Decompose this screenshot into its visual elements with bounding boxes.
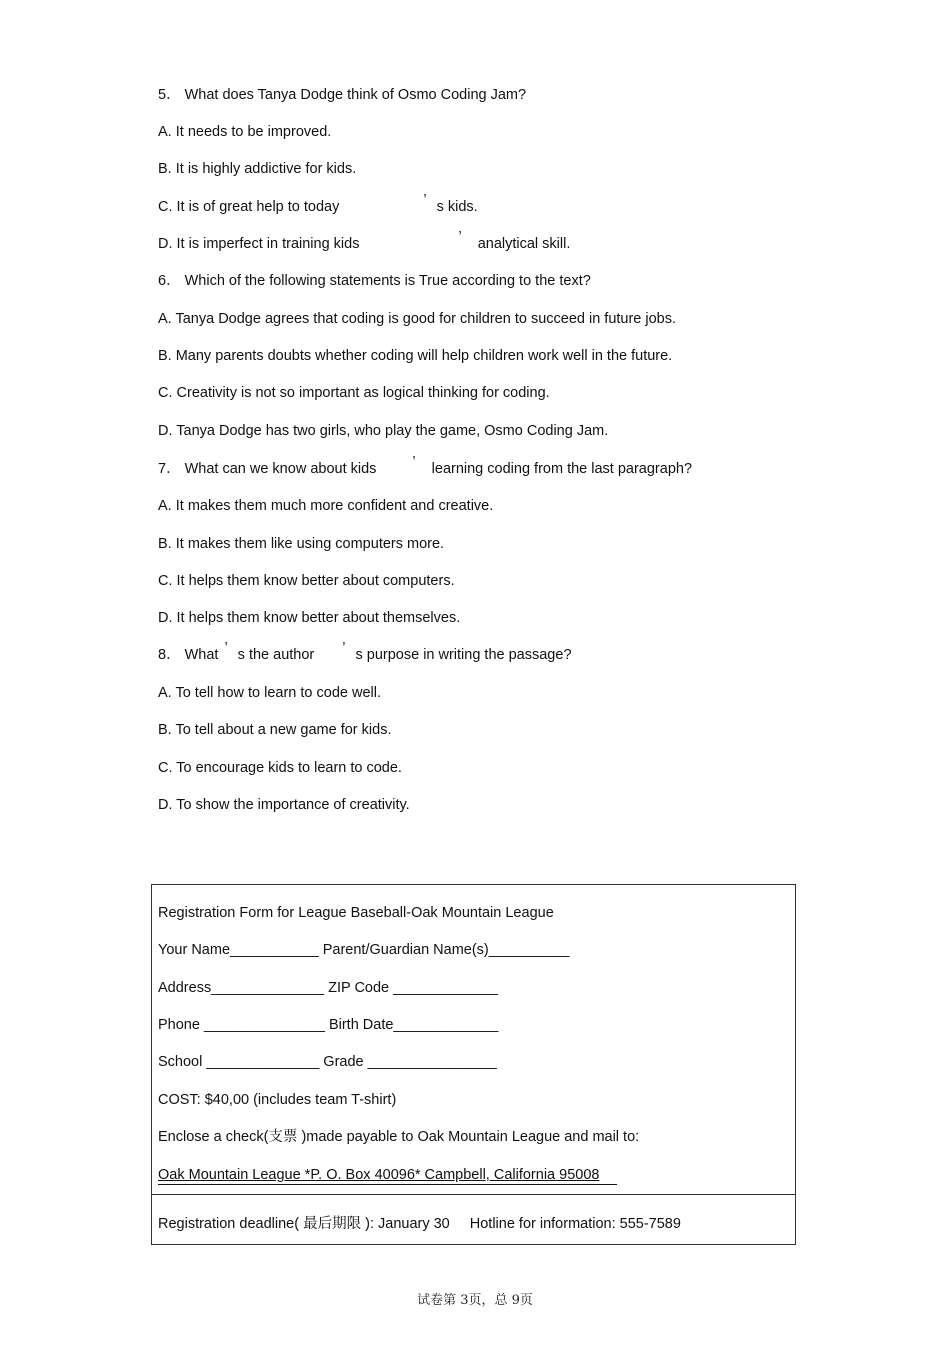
question-6-stem: 6． Which of the following statements is True according to the text?: [158, 273, 591, 289]
stem-text: s purpose in writing the passage?: [355, 647, 572, 663]
apostrophe: ’: [342, 640, 346, 656]
form-mail-address: Oak Mountain League *P. O. Box 40096* Campbell, California 95008: [158, 1166, 617, 1185]
question-8-option-a: A. To tell how to learn to code well.: [158, 685, 381, 701]
question-5-option-a: A. It needs to be improved.: [158, 124, 332, 140]
question-8-option-d: D. To show the importance of creativity.: [158, 797, 410, 813]
question-5-option-b: B. It is highly addictive for kids.: [158, 161, 357, 177]
page-footer: 试卷第 3页，总 9页: [417, 1293, 533, 1308]
form-cost-line: COST: $40,00 (includes team T-shirt): [158, 1092, 397, 1108]
option-text: analytical skill.: [477, 236, 571, 252]
stem-text: s the author: [237, 647, 315, 663]
stem-text: 8． What: [158, 647, 219, 663]
question-6-option-b: B. Many parents doubts whether coding will help children work well in the future.: [158, 348, 673, 364]
form-phone-line: Phone _______________ Birth Date_____________: [158, 1017, 499, 1033]
apostrophe: ’: [224, 640, 228, 656]
stem-text: learning coding from the last paragraph?: [431, 461, 693, 477]
question-8-stem: [158, 640, 572, 664]
form-deadline: Registration deadline( 最后期限 ): January 30: [158, 1216, 450, 1232]
form-school-line: School ______________ Grade ________________: [158, 1054, 497, 1070]
option-text: s kids.: [436, 199, 478, 215]
form-divider: [151, 1194, 796, 1195]
question-7-option-a: A. It makes them much more confident and creative.: [158, 498, 494, 514]
question-6-option-d: D. Tanya Dodge has two girls, who play the game, Osmo Coding Jam.: [158, 423, 609, 439]
question-6-option-c: C. Creativity is not so important as logical thinking for coding.: [158, 385, 550, 401]
question-7-option-b: B. It makes them like using computers more.: [158, 536, 445, 552]
apostrophe: ’: [458, 229, 462, 245]
registration-form-box: [151, 884, 796, 1245]
form-address-line: Address______________ ZIP Code _____________: [158, 980, 498, 996]
question-5-stem: 5． What does Tanya Dodge think of Osmo Coding Jam?: [158, 87, 527, 103]
form-deadline-row: [158, 1215, 681, 1233]
question-7-option-c: C. It helps them know better about computers.: [158, 573, 455, 589]
question-5-option-c: [158, 192, 478, 216]
form-name-line: Your Name___________ Parent/Guardian Name(s)__________: [158, 942, 570, 958]
form-check-line: Enclose a check(支票 )made payable to Oak Mountain League and mail to:: [158, 1129, 640, 1145]
question-7-option-d: D. It helps them know better about themselves.: [158, 610, 461, 626]
apostrophe: ’: [423, 192, 427, 208]
apostrophe: ’: [412, 454, 416, 470]
question-8-option-b: B. To tell about a new game for kids.: [158, 722, 392, 738]
stem-text: 7． What can we know about kids: [158, 461, 377, 477]
question-6-option-a: A. Tanya Dodge agrees that coding is good for children to succeed in future jobs.: [158, 311, 677, 327]
option-text: C. It is of great help to today: [158, 199, 340, 215]
option-text: D. It is imperfect in training kids: [158, 236, 360, 252]
question-8-option-c: C. To encourage kids to learn to code.: [158, 760, 402, 776]
question-5-option-d: [158, 229, 571, 253]
question-7-stem: [158, 454, 693, 478]
form-title: Registration Form for League Baseball-Oak Mountain League: [158, 905, 554, 921]
form-hotline: Hotline for information: 555-7589: [469, 1216, 681, 1232]
